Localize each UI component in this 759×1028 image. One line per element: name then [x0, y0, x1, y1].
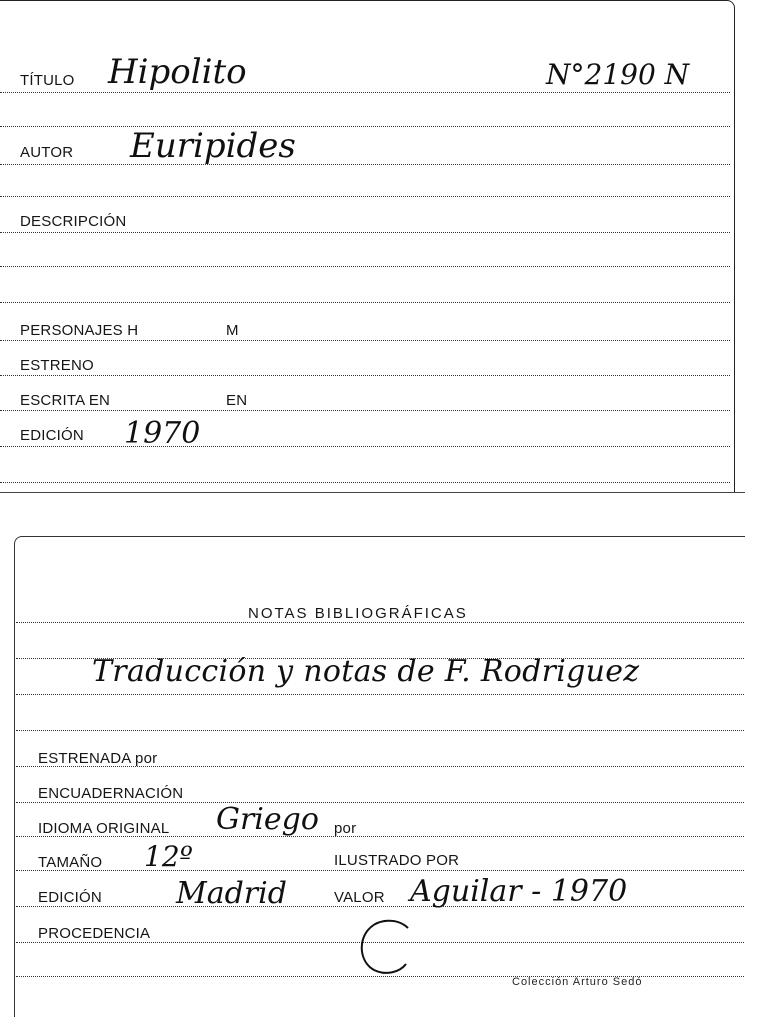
rule-line	[0, 410, 730, 411]
idioma-value: Griego	[216, 802, 319, 837]
titulo-value: Hipolito	[108, 52, 247, 92]
rule-line	[0, 266, 730, 267]
numero-value: N°2190 N	[546, 58, 690, 91]
rule-line	[0, 446, 730, 447]
tamano-label: TAMAÑO	[38, 854, 103, 871]
edicion-label: EDICIÓN	[20, 427, 84, 444]
rule-line	[0, 340, 730, 341]
notas-heading: NOTAS BIBLIOGRÁFICAS	[248, 605, 468, 622]
valor-label: VALOR	[334, 889, 385, 906]
rule-line	[16, 694, 744, 695]
escrita-label: ESCRITA EN	[20, 392, 111, 409]
por-label: por	[334, 820, 357, 837]
rule-line	[0, 232, 730, 233]
ilustrado-label: ILUSTRADO POR	[334, 852, 460, 869]
idioma-label: IDIOMA ORIGINAL	[38, 820, 170, 837]
personajes-m-label: M	[226, 322, 239, 339]
autor-label: AUTOR	[20, 144, 74, 161]
encuadernacion-label: ENCUADERNACIÓN	[38, 785, 184, 802]
titulo-label: TÍTULO	[20, 72, 75, 89]
procedencia-label: PROCEDENCIA	[38, 925, 151, 942]
rule-line	[0, 375, 730, 376]
rule-line	[0, 302, 730, 303]
rule-line	[16, 730, 744, 731]
rule-line	[0, 126, 730, 127]
edicion-value: 1970	[124, 416, 201, 451]
rule-line	[0, 164, 730, 165]
escrita-en-label: EN	[226, 392, 248, 409]
rule-line	[0, 92, 730, 93]
card-separator	[0, 492, 745, 493]
valor-value: Aguilar - 1970	[410, 874, 628, 909]
tamano-value: 12º	[144, 840, 193, 873]
collection-colophon: Colección Arturo Sedó	[512, 976, 643, 988]
edicion-label-back: EDICIÓN	[38, 889, 102, 906]
descripcion-label: DESCRIPCIÓN	[20, 213, 127, 230]
rule-line	[16, 906, 744, 907]
rule-line	[16, 802, 744, 803]
rule-line	[16, 870, 744, 871]
autor-value: Euripides	[130, 126, 296, 166]
circle-stamp-icon	[352, 912, 422, 982]
rule-line	[16, 622, 744, 623]
estreno-label: ESTRENO	[20, 357, 94, 374]
personajes-label: PERSONAJES H	[20, 322, 139, 339]
rule-line	[0, 196, 730, 197]
estrenada-label: ESTRENADA por	[38, 750, 158, 767]
edicion-value-back: Madrid	[176, 876, 287, 911]
rule-line	[0, 482, 730, 483]
notas-value: Traducción y notas de F. Rodriguez	[92, 654, 640, 689]
